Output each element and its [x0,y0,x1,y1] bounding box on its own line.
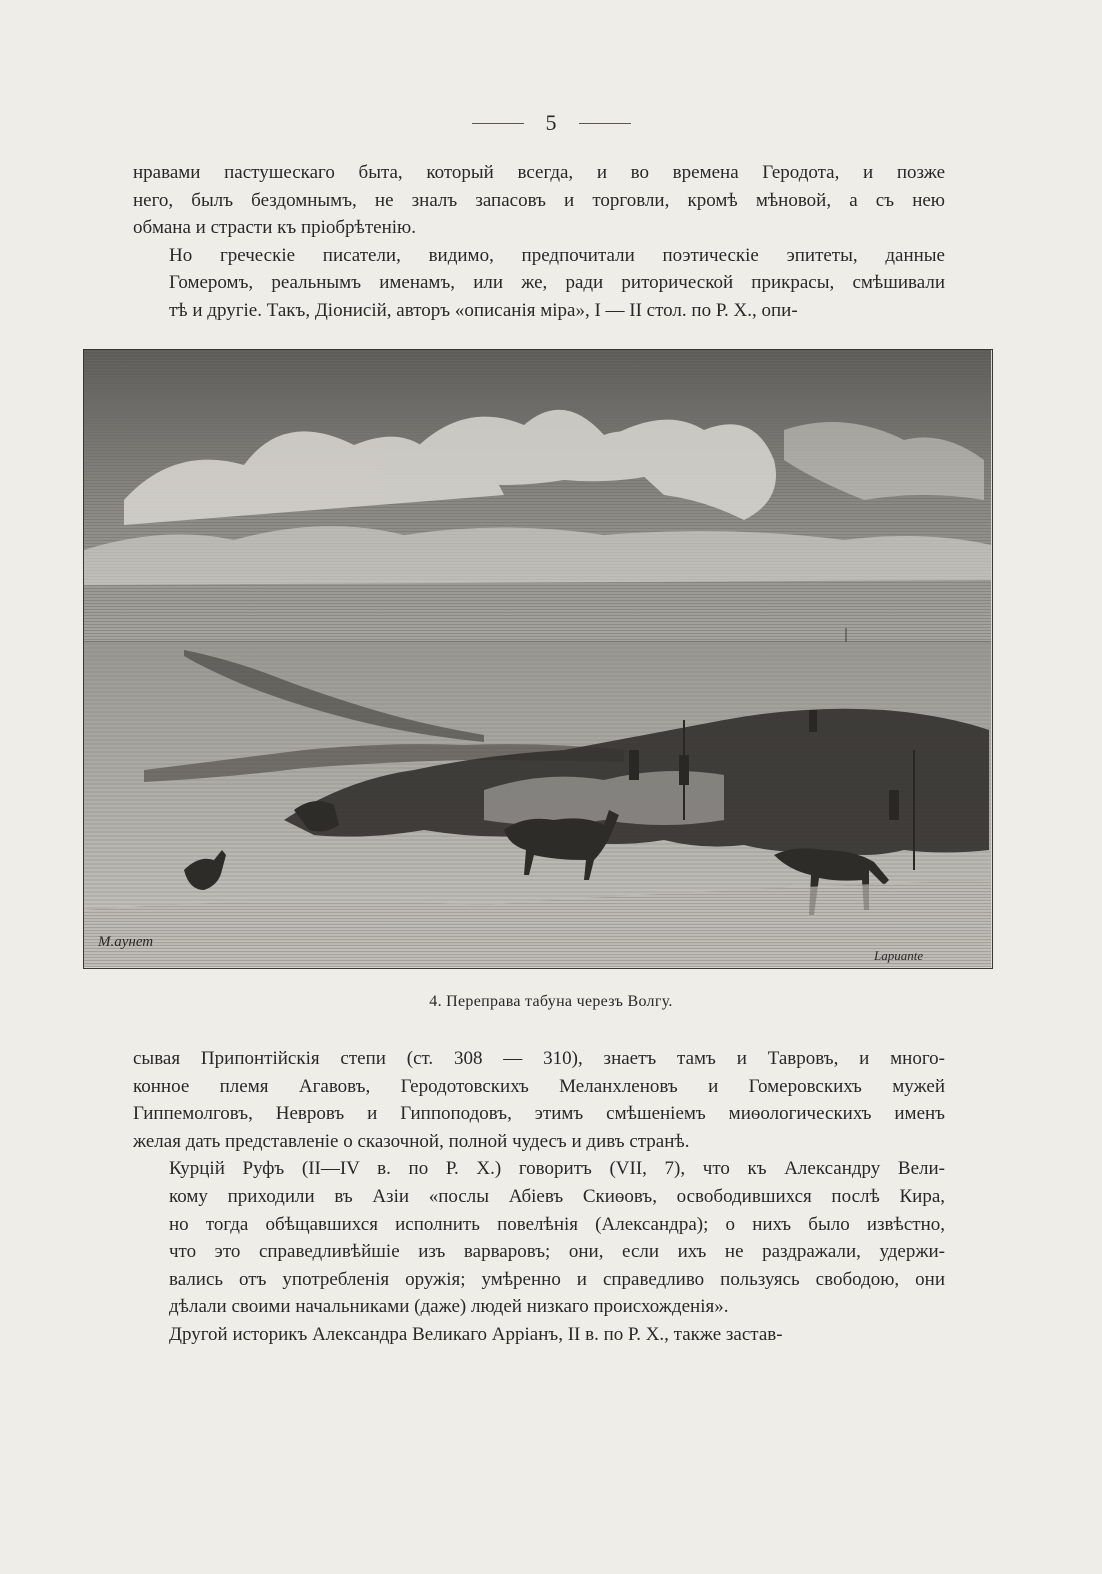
text-line: кому приходили въ Азіи «послы Абіевъ Скиѳовъ, освободившихся послѣ Кира, [169,1185,945,1207]
text-line: конное племя Агавовъ, Геродотовскихъ Меланхленовъ и Гомеровскихъ мужей [133,1075,945,1097]
paragraph [133,1155,945,1321]
text-line: дѣлали своими начальниками (даже) людей низкаго происхожденія». [169,1296,729,1318]
signature-left: M.ayнет [98,934,154,950]
text-line: Но греческіе писатели, видимо, предпочитали поэтическіе эпитеты, данные [169,244,945,266]
text-line: него, былъ бездомнымъ, не зналъ запасовъ и торговли, кромѣ мѣновой, а съ нею [133,189,945,211]
text-block-top [133,159,945,325]
page-header [0,110,1102,136]
paragraph [133,159,945,242]
text-line: Другой историкъ Александра Великаго Арріанъ, II в. по Р. Х., также застав- [169,1323,783,1345]
engraving-figure [83,349,993,969]
page-number: 5 [545,110,557,135]
engraving-illustration [84,350,991,967]
paragraph [133,1321,945,1349]
text-line: нравами пастушескаго быта, который всегда, и во времена Геродота, и позже [133,162,945,183]
signature-right: Lapuante [874,948,924,963]
text-line: вались отъ употребленія оружія; умѣренно и справедливо пользуясь свободою, они [169,1268,945,1290]
header-rule-right [579,123,631,124]
figure-caption: 4. Переправа табуна черезъ Волгу. [429,993,673,1010]
text-block-bottom [133,1045,945,1349]
text-line: сывая Припонтійскія степи (ст. 308 — 310), знаетъ тамъ и Тавровъ, и много- [133,1048,945,1069]
text-line: Гиппемолговъ, Невровъ и Гиппоподовъ, этимъ смѣшеніемъ миѳологическихъ именъ [133,1103,945,1125]
paragraph [133,1045,945,1155]
text-line: желая дать представленіе о сказочной, полной чудесъ и дивъ странѣ. [133,1130,690,1152]
text-line: Гомеромъ, реальнымъ именамъ, или же, ради риторической прикрасы, смѣшивали [169,272,945,294]
text-line: тѣ и другіе. Такъ, Діонисій, авторъ «описанія міра», I — II стол. по Р. Х., опи- [169,299,798,321]
text-line: но тогда обѣщавшихся исполнить повелѣнія (Александра); о нихъ было извѣстно, [169,1213,945,1235]
text-line: что это справедливѣйшіе изъ варваровъ; они, если ихъ не раздражали, удержи- [169,1241,945,1263]
text-line: обмана и страсти къ пріобрѣтенію. [133,217,416,239]
paragraph [133,242,945,325]
text-line: Курцій Руфъ (II—IV в. по Р. Х.) говоритъ (VII, 7), что къ Александру Вели- [169,1158,945,1180]
header-rule-left [472,123,524,124]
